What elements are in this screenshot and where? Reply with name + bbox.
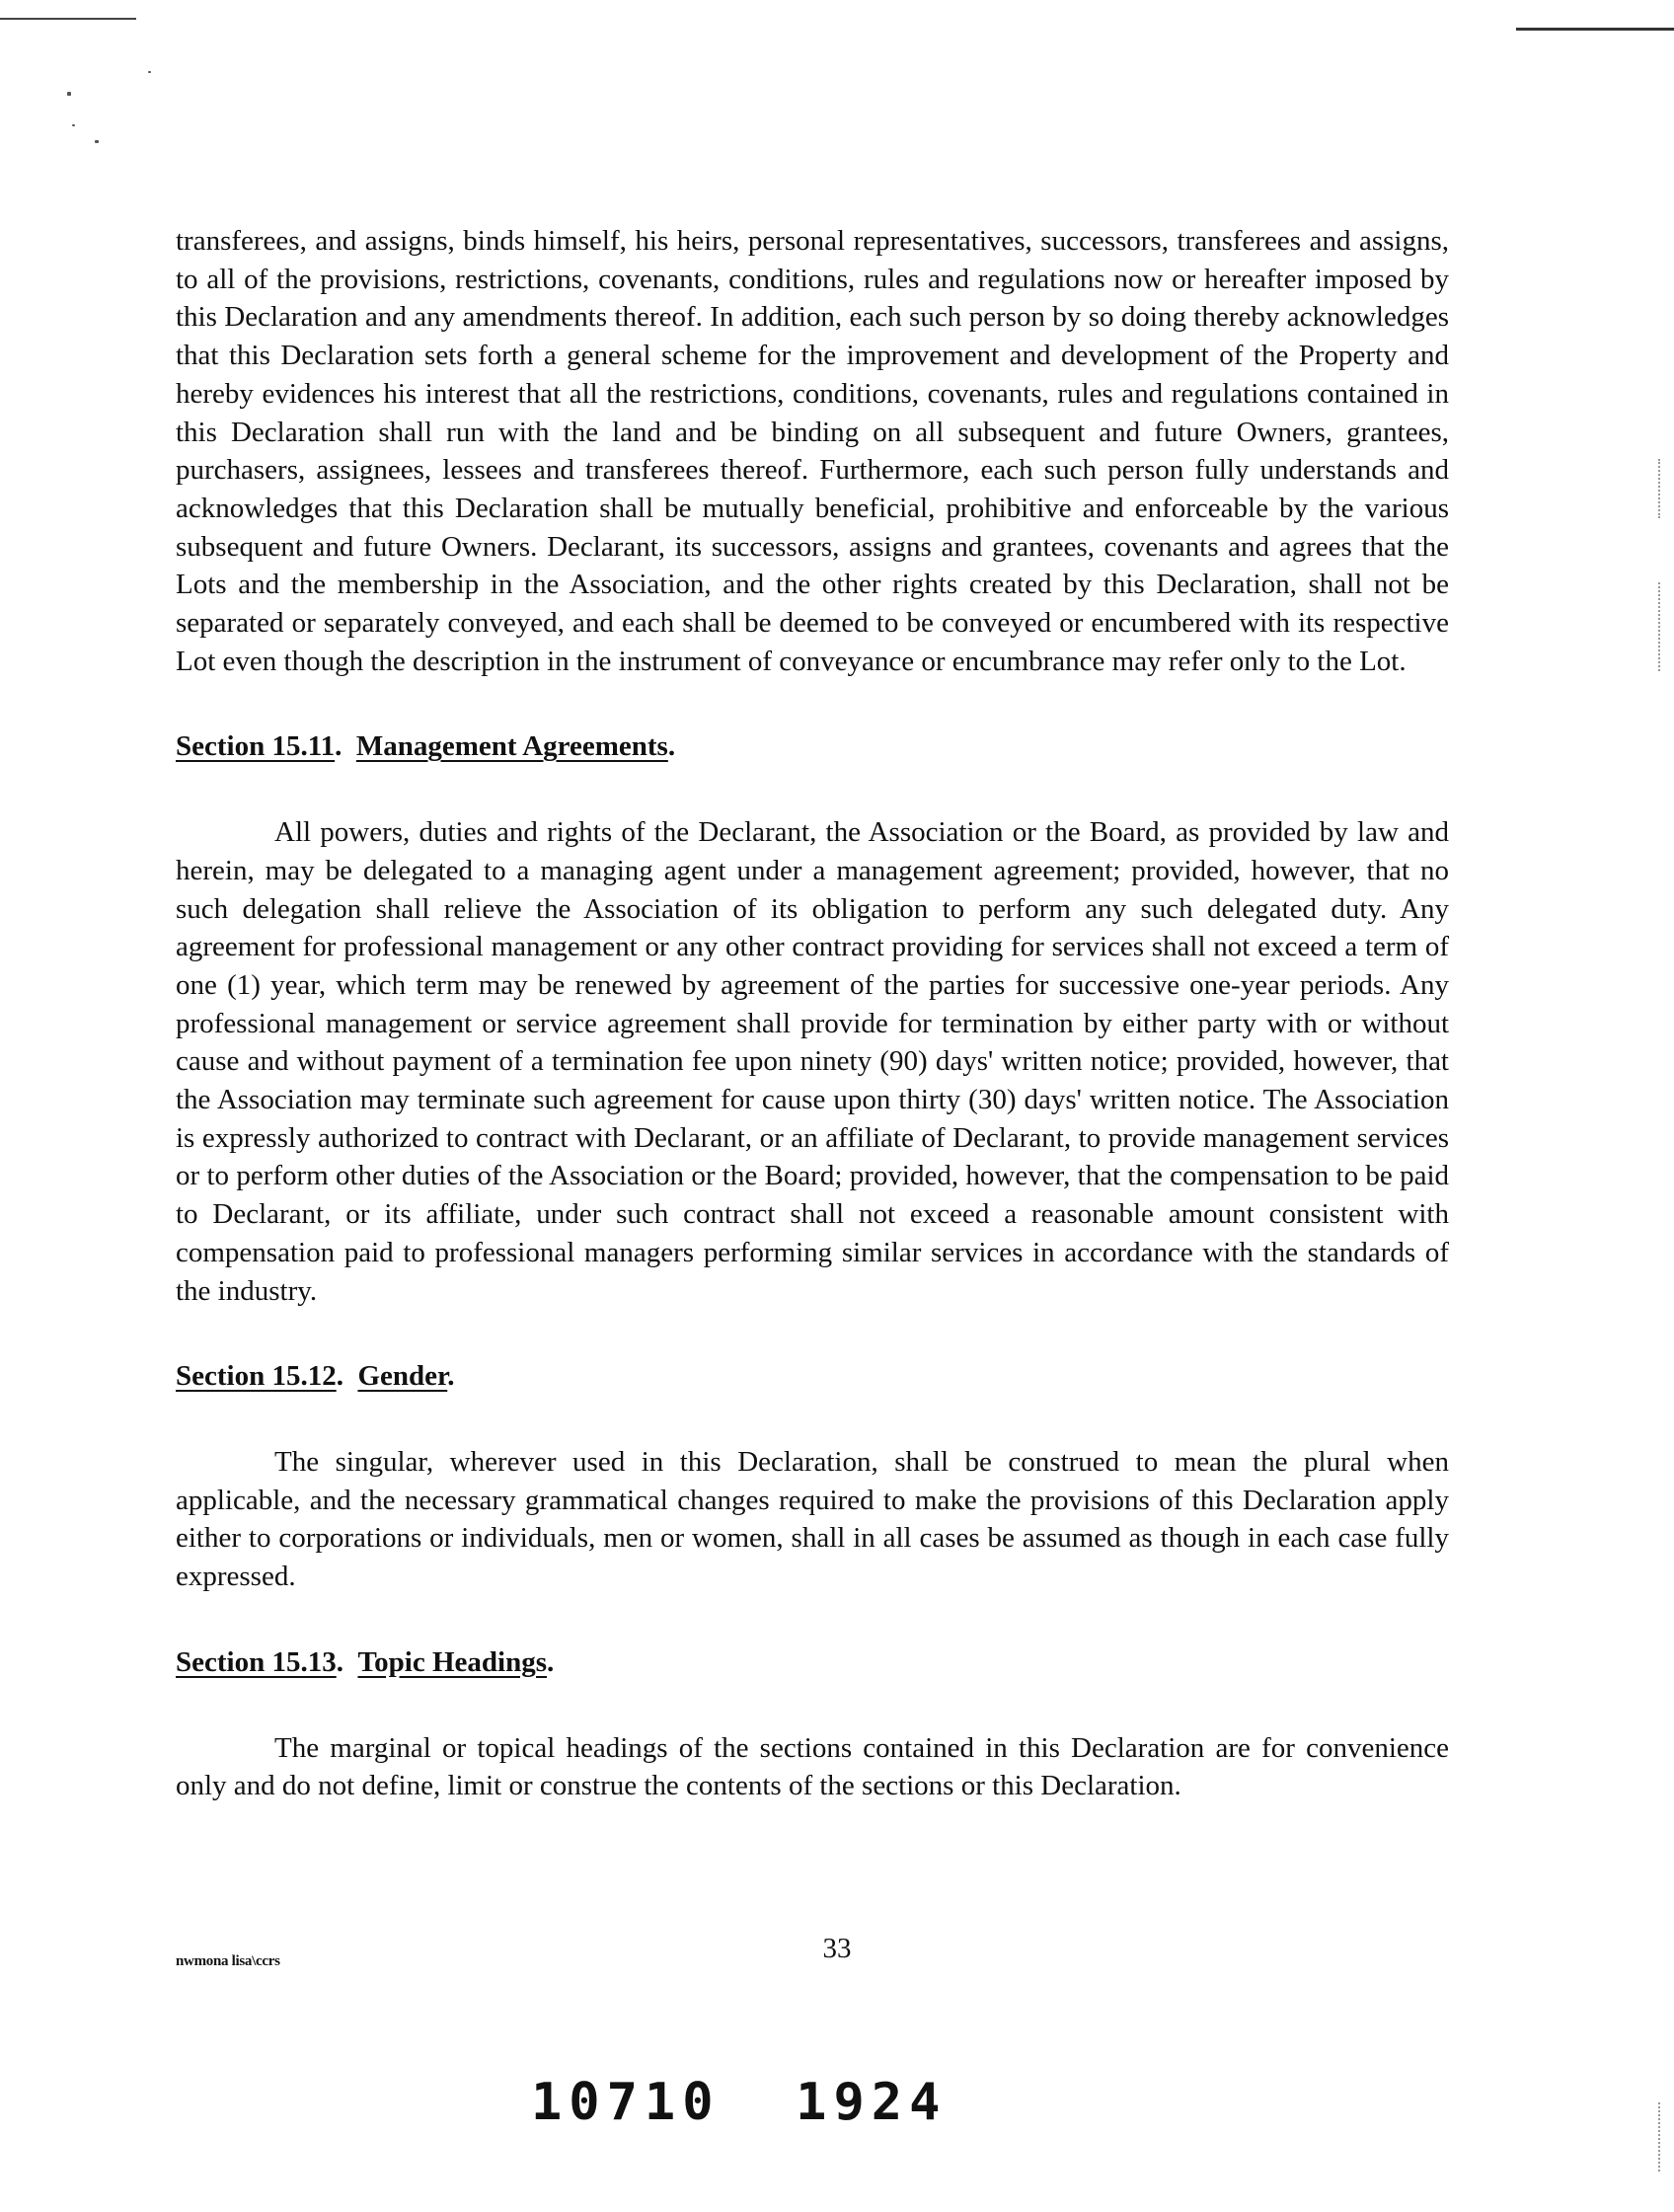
footer-file-reference: nwmona lisa\ccrs xyxy=(176,1953,280,1969)
section-title: Topic Headings xyxy=(357,1645,547,1678)
document-body xyxy=(176,222,1449,1805)
section-body: The singular, wherever used in this Declaration, shall be construed to mean the plural when applicable, and the necessary grammatical changes required to make the provisions of this Declaration apply either to corporations or individuals, men or women, shall in all cases be assumed as though in each case fully expressed. xyxy=(176,1445,1449,1593)
section-number: Section 15.12 xyxy=(176,1360,337,1393)
scan-speck xyxy=(148,71,151,73)
section-body: All powers, duties and rights of the Declarant, the Association or the Board, as provided by law and herein, may be delegated to a managing agent under a management agreement; provided, however, that no such delegation shall relieve the Association of its obligation to perform any such delegated duty. Any agreement for professional management or any other contract providing for services shall not exceed a term of one (1) year, which term may be renewed by agreement of the parties for successive one-year periods. Any professional management or service agreement shall provide for termination by either party with or without cause and without payment of a termination fee upon ninety (90) days' written notice; provided, however, that the Association may terminate such agreement for cause upon thirty (30) days' written notice. The Association is expressly authorized to contract with Declarant, or an affiliate of Declarant, to provide management services or to perform other duties of the Association or the Board; provided, however, that the compensation to be paid to Declarant, or its affiliate, under such contract shall not exceed a reasonable amount consistent with compensation paid to professional managers performing similar services in accordance with the standards of the industry. xyxy=(176,816,1449,1307)
scan-rule-right xyxy=(1516,28,1674,31)
section-heading: Section 15.12. Gender. xyxy=(176,1360,455,1393)
section-heading: Section 15.11. Management Agreements. xyxy=(176,730,676,763)
section-number: Section 15.13 xyxy=(176,1645,337,1678)
section-title: Gender xyxy=(357,1360,448,1393)
scan-margin-marks xyxy=(1658,2102,1662,2172)
scan-margin-marks xyxy=(1658,459,1662,518)
scan-margin-marks xyxy=(1658,582,1662,671)
recording-stamp: 10710 1924 xyxy=(531,2073,948,2132)
page-number: 33 xyxy=(822,1933,852,1964)
scan-speck xyxy=(95,140,99,143)
section-heading: Section 15.13. Topic Headings. xyxy=(176,1645,555,1678)
scan-speck xyxy=(72,124,75,126)
scan-rule-left xyxy=(0,18,136,20)
section-number: Section 15.11 xyxy=(176,730,336,763)
section-title: Management Agreements xyxy=(355,730,668,763)
section-body: The marginal or topical headings of the sections contained in this Declaration are for convenience only and do not define, limit or construe the contents of the sections or this Declaration. xyxy=(176,1731,1449,1802)
scan-speck xyxy=(67,92,71,96)
intro-paragraph: transferees, and assigns, binds himself, his heirs, personal representatives, successors, transferees and assigns, to all of the provisions, restrictions, covenants, conditions, rules and regulations now or hereafter imposed by this Declaration and any amendments thereof. In addition, each such person by so doing thereby acknowledges that this Declaration sets forth a general scheme for the improvement and development of the Property and hereby evidences his interest that all the restrictions, conditions, covenants, rules and regulations contained in this Declaration shall run with the land and be binding on all subsequent and future Owners, grantees, purchasers, assignees, lessees and transferees thereof. Furthermore, each such person fully understands and acknowledges that this Declaration shall be mutually beneficial, prohibitive and enforceable by the various subsequent and future Owners. Declarant, its successors, assigns and grantees, covenants and agrees that the Lots and the membership in the Association, and the other rights created by this Declaration, shall not be separated or separately conveyed, and each shall be deemed to be conveyed or encumbered with its respective Lot even though the description in the instrument of conveyance or encumbrance may refer only to the Lot. xyxy=(176,225,1449,677)
